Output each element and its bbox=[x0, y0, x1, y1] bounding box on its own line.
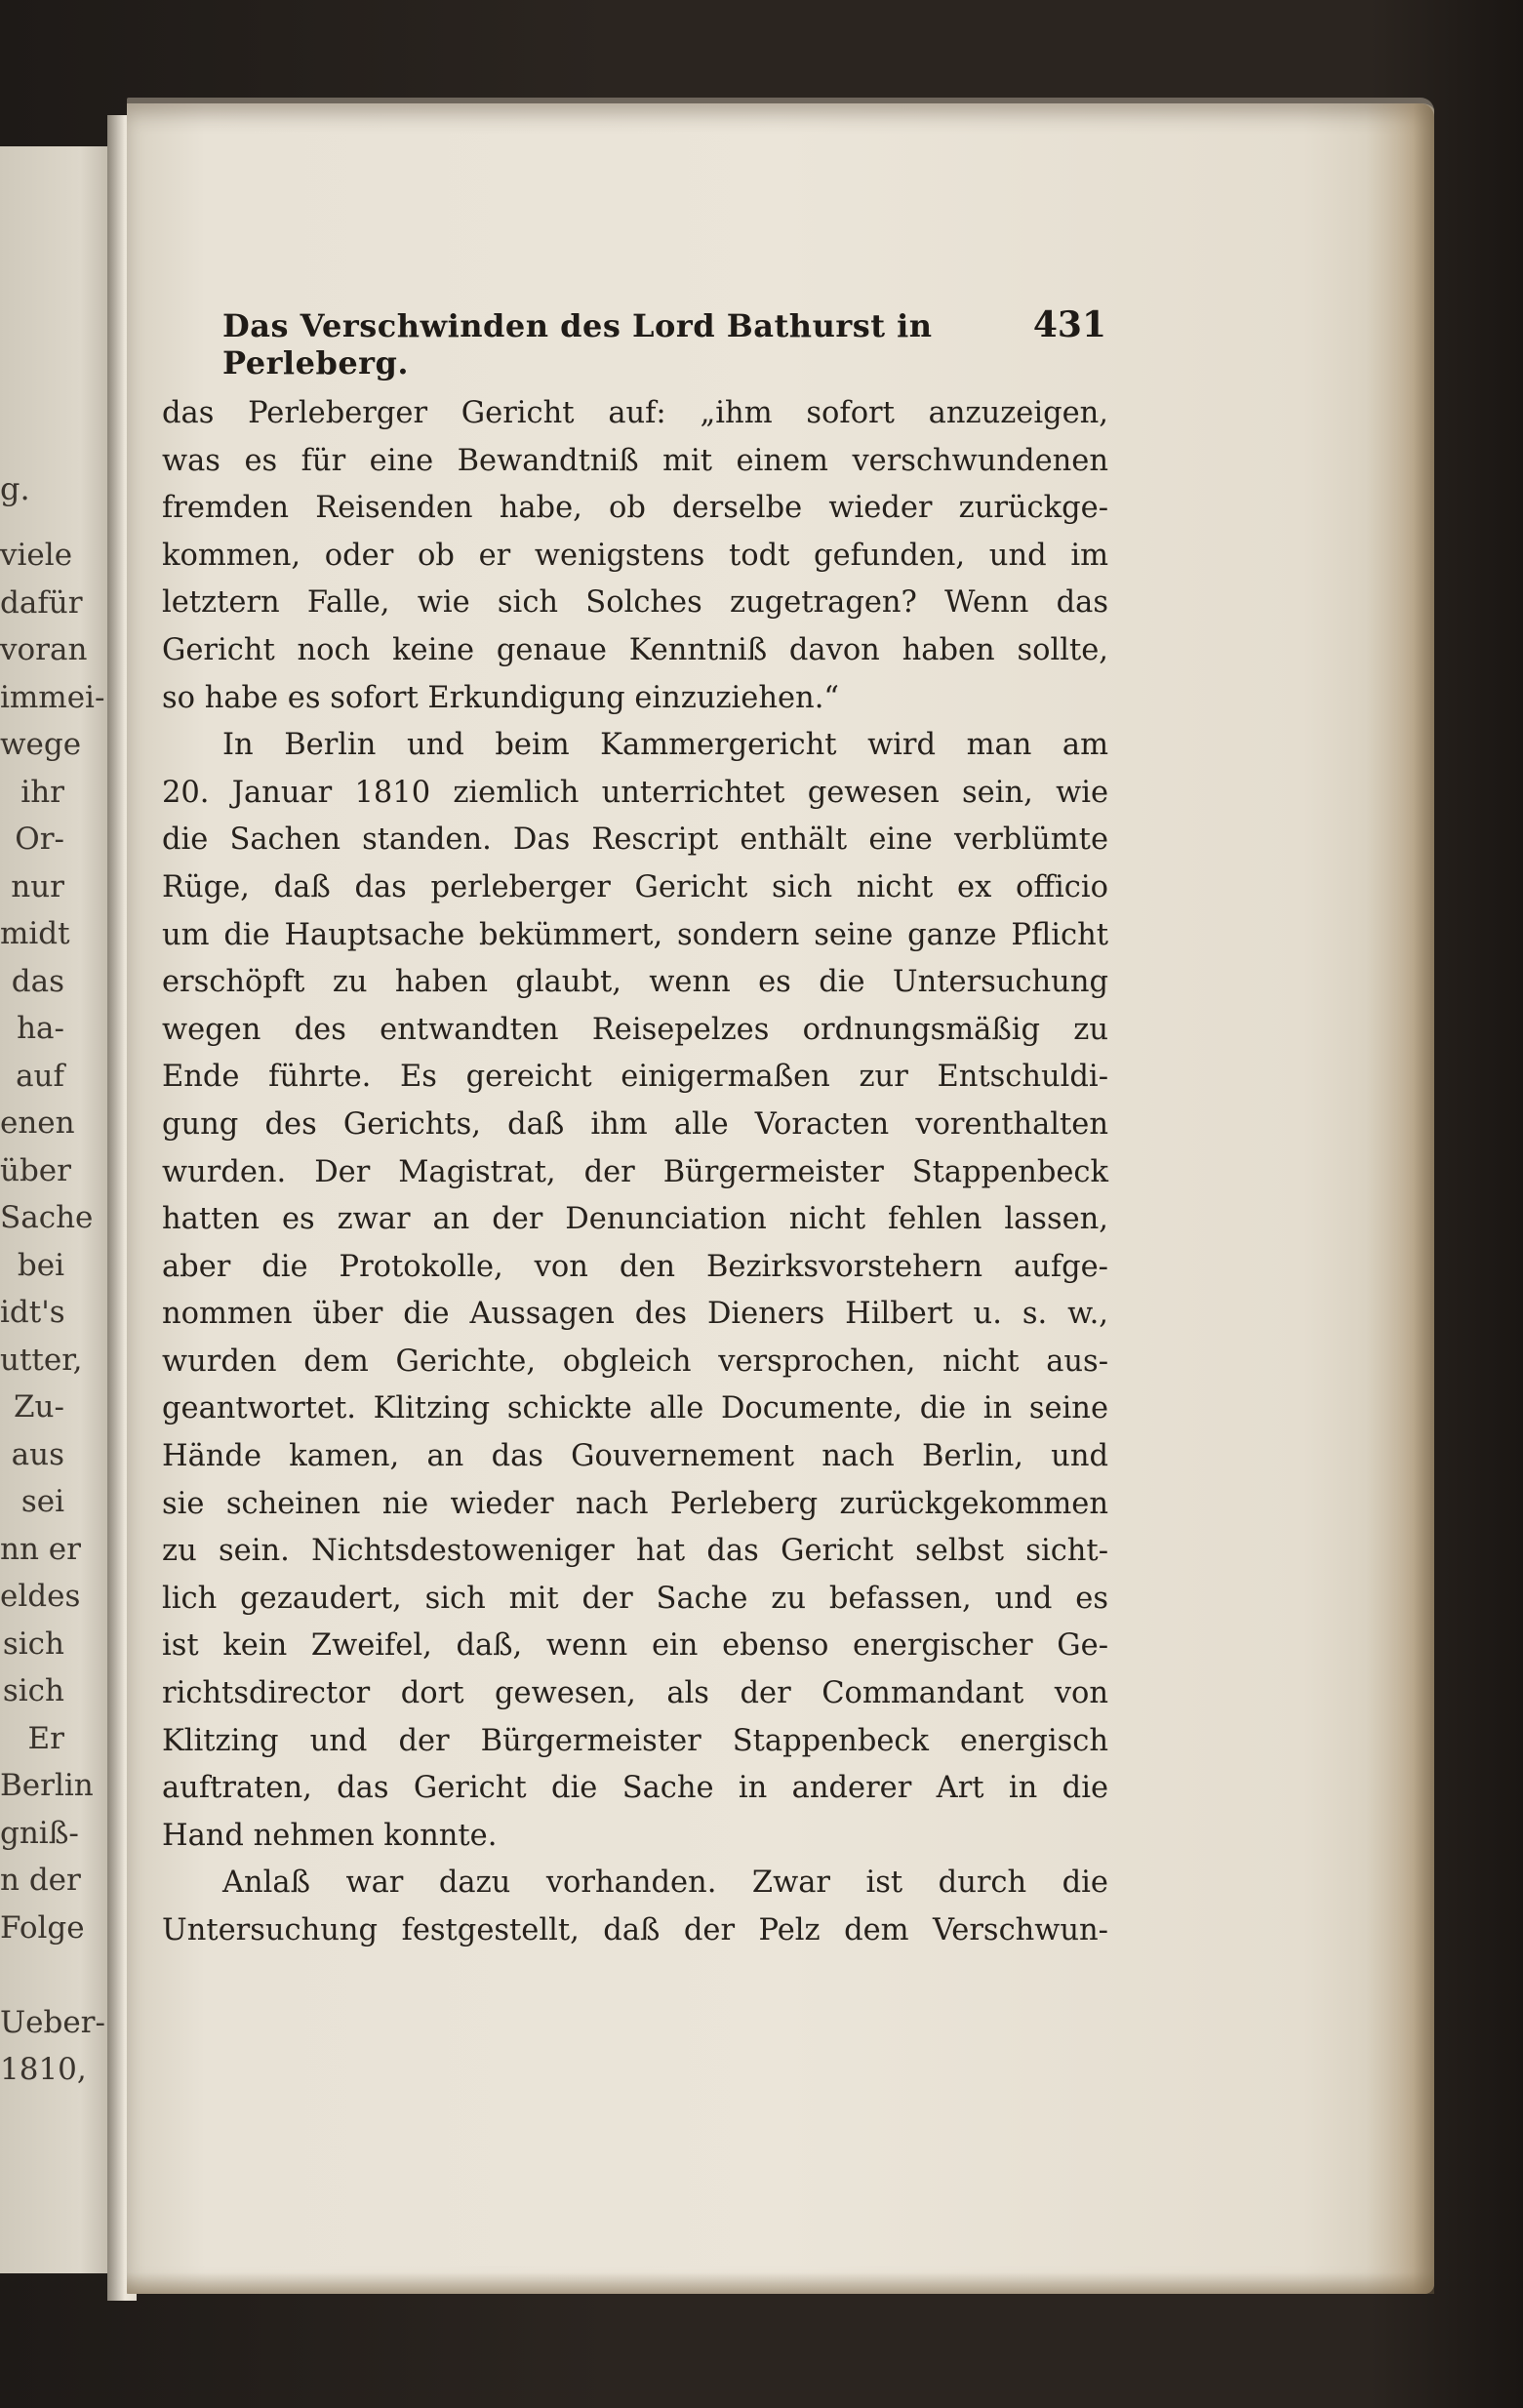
text-line: wurden. Der Magistrat, der Bürgermeister Stappenbeck bbox=[162, 1154, 1108, 1189]
left-page-line-fragment: Zu- bbox=[14, 1389, 64, 1425]
left-page-line-fragment bbox=[0, 1951, 64, 1999]
left-page-line-fragment: Or- bbox=[15, 822, 64, 857]
left-page-line-fragment: aus bbox=[11, 1436, 64, 1472]
text-line: wegen des entwandten Reisepelzes ordnungsmäßig zu bbox=[162, 1012, 1108, 1047]
text-line: Hände kamen, an das Gouvernement nach Berlin, und bbox=[162, 1439, 1108, 1474]
left-page-line-fragment: Berlin bbox=[0, 1768, 94, 1803]
left-page-line-fragment: das bbox=[11, 963, 64, 999]
text-line: wurden dem Gerichte, obgleich versprochen, nicht aus- bbox=[162, 1344, 1108, 1379]
left-page-line-fragment: gniß- bbox=[0, 1815, 79, 1851]
page-edge-shadow bbox=[1366, 103, 1434, 2294]
text-line: fremden Reisenden habe, ob derselbe wieder zurückge- bbox=[162, 491, 1108, 526]
left-page-line-fragment: sich bbox=[2, 1625, 64, 1662]
text-line: In Berlin und beim Kammergericht wird man am bbox=[222, 728, 1108, 763]
left-page-line-fragment: viele bbox=[0, 538, 73, 573]
text-line: Anlaß war dazu vorhanden. Zwar ist durch die bbox=[222, 1866, 1108, 1901]
running-head bbox=[222, 304, 1106, 381]
left-page-line-fragment: dafür bbox=[0, 584, 83, 621]
text-line: auftraten, das Gericht die Sache in anderer Art in die bbox=[162, 1771, 1108, 1806]
left-page-running-head-fragment: g. bbox=[0, 470, 30, 507]
text-line: gung des Gerichts, daß ihm alle Voracten vorenthalten bbox=[162, 1106, 1108, 1142]
body-text bbox=[162, 390, 1108, 1955]
left-page-line-fragment: nn er bbox=[0, 1531, 81, 1567]
text-line: erschöpft zu haben glaubt, wenn es die Untersuchung bbox=[162, 965, 1108, 1000]
text-line: aber die Protokolle, von den Bezirksvorstehern aufge- bbox=[162, 1249, 1108, 1284]
text-line: so habe es sofort Erkundigung einzuziehen.“ bbox=[162, 680, 839, 715]
text-line: Untersuchung festgestellt, daß der Pelz dem Verschwun- bbox=[162, 1913, 1108, 1947]
left-page-line-fragment: sei bbox=[20, 1484, 64, 1519]
text-line: das Perleberger Gericht auf: „ihm sofort anzuzeigen, bbox=[162, 396, 1108, 430]
text-line: geantwortet. Klitzing schickte alle Documente, die in seine bbox=[162, 1391, 1108, 1426]
text-line: zu sein. Nichtsdestoweniger hat das Gericht selbst sicht- bbox=[162, 1534, 1108, 1569]
text-line: Ende führte. Es gereicht einigermaßen zur Entschuldi- bbox=[162, 1060, 1108, 1095]
left-page-line-fragment: wege bbox=[0, 727, 82, 762]
left-page-line-fragment: Ueber- bbox=[0, 2004, 105, 2040]
left-page-line-fragment: ha- bbox=[17, 1011, 64, 1046]
left-page-line-fragment: Sache bbox=[0, 1200, 94, 1235]
facing-page-left bbox=[0, 146, 115, 2273]
text-line: Gericht noch keine genaue Kenntniß davon haben sollte, bbox=[162, 632, 1108, 667]
left-page-text-fragments bbox=[0, 532, 105, 2094]
text-line: was es für eine Bewandtniß mit einem verschwundenen bbox=[162, 443, 1108, 478]
text-line: ist kein Zweifel, daß, wenn ein ebenso energischer Ge- bbox=[162, 1628, 1108, 1664]
text-line: Klitzing und der Bürgermeister Stappenbeck energisch bbox=[162, 1723, 1108, 1758]
left-page-line-fragment: voran bbox=[0, 632, 88, 667]
left-page-line-fragment: auf bbox=[16, 1058, 64, 1094]
page-number: 431 bbox=[1032, 304, 1106, 345]
left-page-line-fragment: n der bbox=[0, 1863, 81, 1898]
left-page-line-fragment: über bbox=[0, 1152, 71, 1188]
running-head-title: Das Verschwinden des Lord Bathurst in Perleberg. bbox=[222, 307, 933, 381]
left-page-line-fragment: eldes bbox=[0, 1579, 81, 1614]
text-line: letztern Falle, wie sich Solches zugetragen? Wenn das bbox=[162, 585, 1108, 621]
text-line: richtsdirector dort gewesen, als der Commandant von bbox=[162, 1676, 1108, 1711]
text-line: Hand nehmen konnte. bbox=[162, 1818, 498, 1853]
left-page-line-fragment: nur bbox=[11, 868, 64, 904]
text-line: lich gezaudert, sich mit der Sache zu befassen, und es bbox=[162, 1581, 1108, 1616]
left-page-line-fragment: immei- bbox=[0, 679, 105, 715]
left-page-line-fragment: utter, bbox=[0, 1342, 83, 1378]
left-page-line-fragment: bei bbox=[17, 1247, 64, 1283]
left-page-line-fragment: enen bbox=[0, 1105, 75, 1141]
left-page-line-fragment: midt bbox=[0, 916, 70, 951]
text-line: 20. Januar 1810 ziemlich unterrichtet gewesen sein, wie bbox=[162, 775, 1108, 810]
text-line: Rüge, daß das perleberger Gericht sich nicht ex officio bbox=[162, 869, 1108, 904]
page-bottom-shadow bbox=[127, 2272, 1434, 2294]
left-page-line-fragment: Folge bbox=[0, 1909, 85, 1946]
text-line: die Sachen standen. Das Rescript enthält eine verblümte bbox=[162, 823, 1108, 858]
text-line: nommen über die Aussagen des Dieners Hilbert u. s. w., bbox=[162, 1297, 1108, 1332]
left-page-line-fragment: Er bbox=[27, 1720, 64, 1756]
left-page-line-fragment: ihr bbox=[20, 774, 64, 810]
left-page-line-fragment: idt's bbox=[0, 1295, 65, 1330]
left-page-line-fragment: 1810, bbox=[0, 2052, 87, 2087]
text-line: kommen, oder ob er wenigstens todt gefunden, und im bbox=[162, 538, 1108, 573]
text-line: sie scheinen nie wieder nach Perleberg zurückgekommen bbox=[162, 1486, 1108, 1521]
left-page-line-fragment: sich bbox=[2, 1673, 64, 1708]
text-line: hatten es zwar an der Denunciation nicht fehlen lassen, bbox=[162, 1202, 1108, 1237]
text-line: um die Hauptsache bekümmert, sondern seine ganze Pflicht bbox=[162, 917, 1108, 952]
